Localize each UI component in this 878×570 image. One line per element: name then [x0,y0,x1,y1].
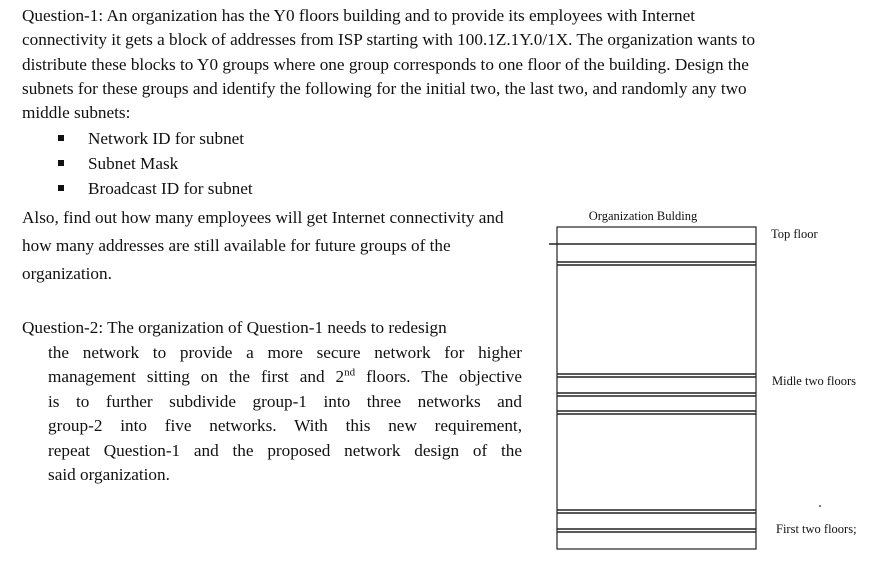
middle-floors-label: Midle two floors [772,374,857,388]
q2-line-part: floors. The objective [355,367,522,386]
question-1-text: Question-1: An organization has the Y0 floors building and to provide its employees with Internet connectivity it gets a block of addresses from ISP starting with 100.1Z.1Y.0/1X. The organization wants to distribute these blocks to Y0 groups where one group corresponds to one floor of the building. Design the subnets for these groups and identify the following for the initial two, the last two, and randomly any two middle subnets: [22,6,756,123]
q2-line: Question-2: The organization of Question-1 needs to redesign [22,318,447,337]
also-paragraph: Also, find out how many employees will get Internet connectivity and how many addresses are still available for future groups of the organization. [22,208,504,283]
q2-line: the network to provide a more secure network for higher [48,342,522,362]
superscript: nd [344,366,356,379]
q2-line: repeat Question-1 and the proposed network design of the [48,440,522,460]
diagram-title: Organization Bulding [588,209,698,223]
q2-line: group-2 into five networks. With this new requirement, [48,416,522,435]
floor-lines [549,244,756,532]
bullet-text: Subnet Mask [88,154,179,173]
building-outline [557,227,756,549]
bullet-text: Broadcast ID for subnet [88,179,253,198]
top-floor-label: Top floor [771,227,818,241]
q2-line: said organization. [48,465,170,484]
q2-line: is to further subdivide group-1 into three networks and [48,391,522,411]
q2-line-part: management sitting on the first and 2 [48,367,345,386]
first-floors-label: First two floors; [776,522,857,536]
bullet-text: Network ID for subnet [88,129,245,148]
stray-dot [819,505,821,507]
